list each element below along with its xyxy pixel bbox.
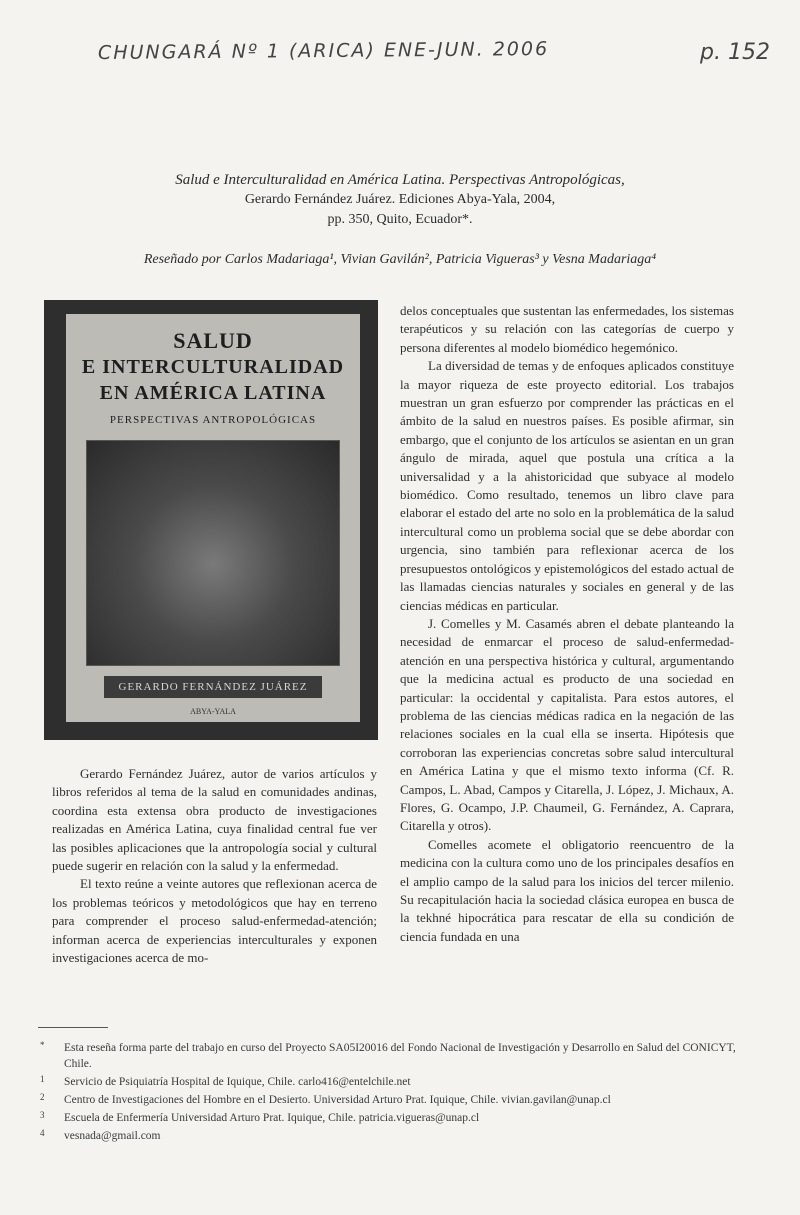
footnote-mark: 4: [40, 1128, 45, 1138]
paragraph: delos conceptuales que sustentan las enfermedades, los sistemas terapéuticos y su relación con las categorías de cuerpo y persona diferentes al modelo biomédico hegemónico.: [400, 303, 734, 355]
paragraph: Comelles acomete el obligatorio reencuentro de la medicina con la cultura como uno de los principales desafíos en el amplio campo de la salud para los inicios del tercer milenio. Su recapitulación hacia la sociedad clásica europea en busca de la tekhné hipocrática para rescatar de ella su condición de ciencia fundada en una: [400, 836, 734, 944]
cover-author: GERARDO FERNÁNDEZ JUÁREZ: [104, 676, 322, 698]
footnote-text: Escuela de Enfermería Universidad Arturo Prat. Iquique, Chile. patricia.vigueras@unap.cl: [64, 1112, 480, 1124]
footnote: [40, 1092, 740, 1108]
book-author-line: Gerardo Fernández Juárez. Ediciones Abya-Yala, 2004,: [244, 192, 556, 207]
cover-publisher: ABYA-YALA: [190, 707, 236, 716]
footnote: [40, 1040, 740, 1072]
paragraph: J. Comelles y M. Casamés abren el debate planteando la necesidad de enmarcar el proceso de salud-enfermedad-atención en una perspectiva histórica y cultural, argumentando que la medicina actual es producto de una sociedad en particular: la occidental y capitalista. Para estos autores, el problema de las ciencias médicas radica en la negación de las relaciones sociales en la cual ella se inserta. Hipótesis que corroboran las experiencias concretas sobre salud intercultural en América Latina y que el mismo texto informa (Cf. R. Campos, L. Abad, Campos y Citarella, J. López, J. Michaux, A. Flores, G. Ocampo, J.P. Chaumeil, G. Fernández, A. Caprara, Citarella y otros).: [400, 615, 734, 834]
footnote-text: Centro de Investigaciones del Hombre en el Desierto. Universidad Arturo Prat. Iquique, Chile. vivian.gavilan@unap.cl: [64, 1094, 611, 1106]
footnote: [40, 1074, 740, 1090]
book-title: Salud e Interculturalidad en América Latina. Perspectivas Antropológicas,: [175, 172, 625, 188]
footnote-text: Servicio de Psiquiatría Hospital de Iquique, Chile. carlo416@entelchile.net: [64, 1076, 411, 1088]
book-cover-panel: [66, 314, 360, 722]
book-cover-image: [44, 300, 378, 740]
footnotes: [40, 1040, 740, 1146]
paragraph: El texto reúne a veinte autores que reflexionan acerca de los problemas teóricos y metodológicos que hay en terreno para comprender el proceso salud-enfermedad-atención; informan acerca de experiencias interculturales y exponen investigaciones acerca de mo-: [52, 876, 377, 966]
footnote-mark: 2: [40, 1092, 45, 1102]
cover-title-line-1: SALUD: [173, 328, 253, 353]
footnote-mark: *: [40, 1040, 45, 1050]
footnote: [40, 1110, 740, 1126]
footnote: [40, 1128, 740, 1144]
cover-subtitle: PERSPECTIVAS ANTROPOLÓGICAS: [109, 414, 317, 426]
cover-title-line-2: E INTERCULTURALIDAD: [81, 356, 345, 378]
footnote-divider: [38, 1027, 108, 1028]
paragraph: La diversidad de temas y de enfoques aplicados constituye la mayor riqueza de este proyecto editorial. Los trabajos muestran un gran esfuerzo por comprender las prácticas en el ámbito de la salud en nuestros países. Es posible afirmar, sin embargo, que el conjunto de los artículos se asientan en un gran ángulo de mirada, aquel que postula una crítica a la universalidad y a la ahistoricidad que subyace al modelo biomédico. Como resultado, tenemos un libro clave para elaborar el estado del arte no solo en la problemática de la salud intercultural como un problema social que se debe abordar con urgencia, sino también para reflexionar acerca de los presupuestos ontológicos y epistemológicos del estado actual de las llamadas ciencias naturales y sociales en general y de las ciencias médicas en particular.: [400, 358, 734, 613]
left-text-column: [52, 765, 377, 967]
handwritten-page-number: p. 152: [700, 40, 770, 65]
right-text-column: [400, 302, 734, 946]
review-header: [0, 170, 800, 230]
cover-title-line-3: EN AMÉRICA LATINA: [99, 382, 327, 404]
footnote-text: vesnada@gmail.com: [64, 1130, 161, 1142]
book-publication-line: pp. 350, Quito, Ecuador*.: [327, 212, 473, 227]
footnote-mark: 1: [40, 1074, 45, 1084]
reviewers-line: Reseñado por Carlos Madariaga¹, Vivian Gavilán², Patricia Vigueras³ y Vesna Madariaga⁴: [143, 252, 657, 267]
footnote-mark: 3: [40, 1110, 45, 1120]
cover-illustration: [86, 440, 340, 666]
footnote-text: Esta reseña forma parte del trabajo en curso del Proyecto SA05I20016 del Fondo Nacional de Investigación y Desarrollo en Salud del CONICYT, Chile.: [64, 1042, 736, 1070]
paragraph: Gerardo Fernández Juárez, autor de varios artículos y libros referidos al tema de la salud en comunidades andinas, coordina esta extensa obra producto de investigaciones realizadas en América Latina, cuya finalidad central fue ver las posibles aplicaciones que la antropología social y cultural puede sugerir en relación con la salud y la enfermedad.: [52, 766, 377, 874]
handwritten-journal-note: CHUNGARÁ Nº 1 (ARICA) ENE-JUN. 2006: [97, 38, 550, 64]
